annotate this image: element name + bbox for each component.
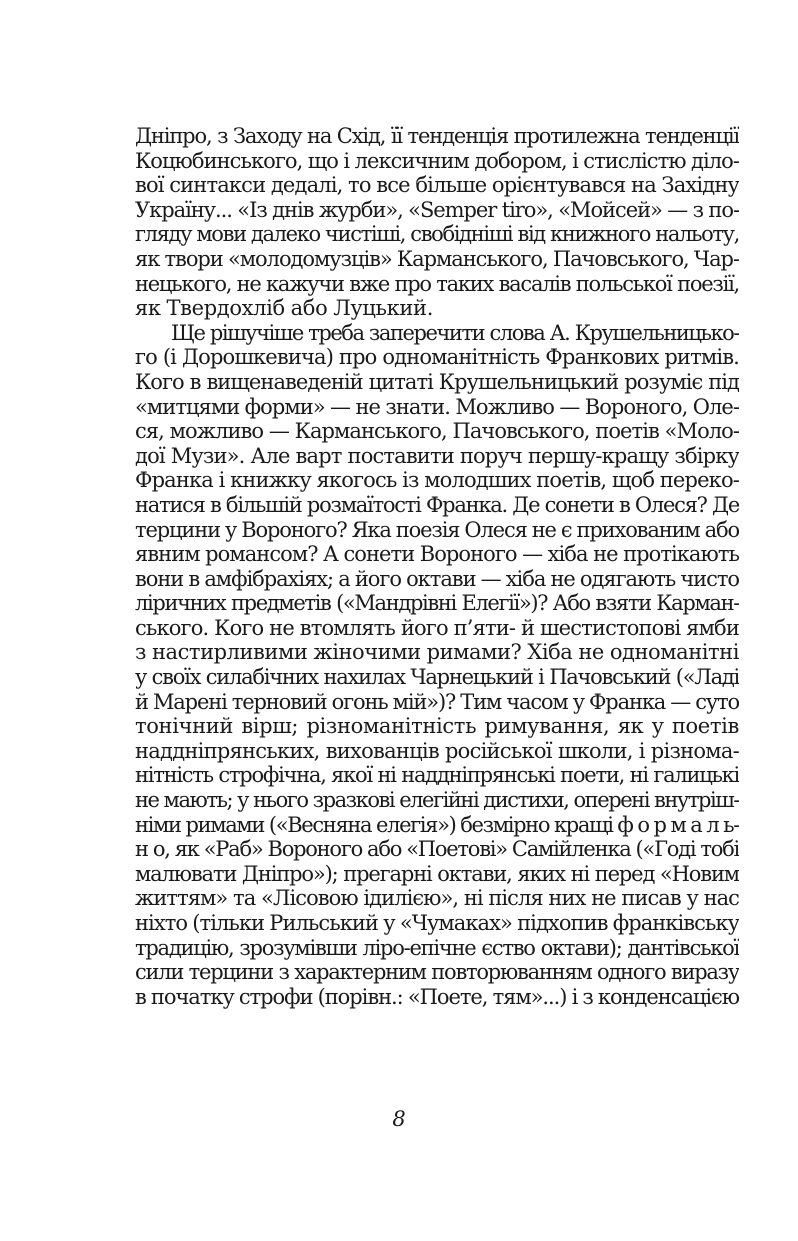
- page-body: [135, 124, 739, 1009]
- text-line: Україну... «Із днів журби», «Semper tiro», «Мойсей» — з по-: [135, 197, 739, 222]
- paragraph-2: [135, 321, 739, 1010]
- text-line: наддніпрянських, вихованців російської школи, і різнома-: [135, 738, 739, 763]
- text-line: Дніпро, з Заходу на Схід, її тенденція протилежна тенденції: [135, 124, 739, 148]
- page-number: 8: [392, 1107, 406, 1131]
- text-line: сили терцини з характерним повторюванням одного виразу: [135, 960, 739, 985]
- text-line: н о, як «Раб» Вороного або «Поетові» Самійленка («Годі тобі: [135, 837, 739, 862]
- text-line: як твори «молодомузців» Карманського, Пачовського, Чар-: [135, 246, 739, 271]
- text-line: в початку строфи (порівн.: «Поете, тям»...) і з конденсацією: [135, 984, 739, 1009]
- text-line: вої синтакси дедалі, то все більше орієнтувався на Західну: [135, 173, 739, 198]
- text-line: го (і Дорошкевича) про одноманітність Франкових ритмів.: [135, 345, 739, 370]
- text-line: явним романсом? А сонети Вороного — хіба не протікають: [135, 542, 739, 567]
- text-line: ліричних предметів («Мандрівні Елегії»)? Або взяти Карман-: [135, 591, 739, 616]
- text-line: як Твердохліб або Луцький.: [135, 296, 434, 321]
- text-line: німи римами («Весняна елегія») безмірно кращі ф о р м а л ь-: [135, 812, 739, 837]
- text-line: Ще рішучіше треба заперечити слова А. Крушельницько-: [171, 320, 739, 345]
- text-line: нітність строфічна, якої ні наддніпрянські поети, ні галицькі: [135, 763, 739, 788]
- text-line: Коцюбинського, що і лексичним добором, і стислістю діло-: [135, 148, 739, 173]
- text-line: вони в амфібрахіях; а його октави — хіба не одягають чисто: [135, 566, 739, 591]
- text-line: традицію, зрозумівши ліро-епічне єство октави); дантівської: [135, 935, 739, 960]
- text-line: ніхто (тільки Рильський у «Чумаках» підхопив франківську: [135, 911, 739, 935]
- text-line: не мають; у нього зразкові елегійні дистихи, оперені внутріш-: [135, 788, 739, 813]
- text-line: гляду мови далеко чистіші, свобідніші від книжного нальоту,: [135, 222, 739, 247]
- text-line: Кого в вищенаведеній цитаті Крушельницький розуміє під: [135, 369, 739, 394]
- text-line: малювати Дніпро»); прегарні октави, яких ні перед «Новим: [135, 861, 739, 886]
- text-line: ся, можливо — Карманського, Пачовського, поетів «Моло-: [135, 419, 739, 444]
- text-line: життям» та «Лісовою ідилією», ні після них не писав у нас: [135, 886, 739, 911]
- text-line: терцини у Вороного? Яка поезія Олеся не є прихованим або: [135, 517, 739, 542]
- text-line: у своїх силабічних нахилах Чарнецький і Пачовський («Ладі: [135, 665, 739, 690]
- text-line: ського. Кого не втомлять його п’яти- й шестистопові ямби: [135, 615, 739, 640]
- text-line: дої Музи». Але варт поставити поруч першу-кращу збірку: [135, 443, 739, 468]
- text-line: натися в більшій розмаїтості Франка. Де сонети в Олеся? Де: [135, 492, 739, 517]
- text-line: «митцями форми» — не знати. Можливо — Вороного, Оле-: [135, 394, 739, 419]
- text-line: Франка і книжку якогось із молодших поетів, щоб переко-: [135, 468, 739, 493]
- paragraph-1: [135, 124, 739, 321]
- text-line: тонічний вірш; різноманітність римування, як у поетів: [135, 714, 739, 739]
- text-line: з настирливими жіночими римами? Хіба не одноманітні: [135, 640, 739, 665]
- text-line: нецького, не кажучи вже про таких васалів польської поезії,: [135, 271, 739, 296]
- text-line: й Марені терновий огонь мій»)? Тим часом у Франка — суто: [135, 689, 739, 714]
